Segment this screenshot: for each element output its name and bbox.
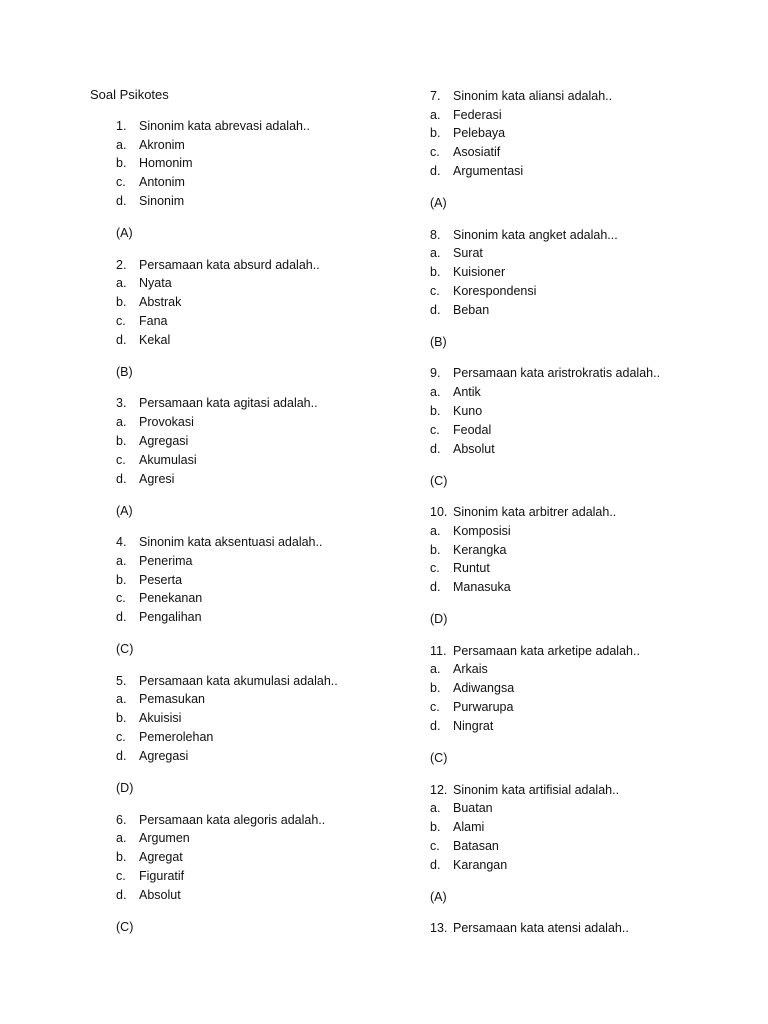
question-number: 4. [116, 535, 127, 550]
option-letter: a. [430, 107, 441, 122]
option-letter: c. [430, 561, 440, 576]
option-letter: a. [116, 692, 127, 707]
option-letter: d. [430, 302, 441, 317]
answer-key: (B) [116, 364, 133, 379]
option-text: Fana [139, 314, 168, 328]
question-text: Persamaan kata alegoris adalah.. [139, 812, 326, 827]
option-text: Sinonim [139, 194, 185, 209]
option-text: Beban [453, 302, 490, 317]
option-text: Pemasukan [139, 692, 206, 707]
option-letter: a. [116, 137, 127, 152]
question-number: 3. [116, 396, 127, 411]
question-text: Persamaan kata aristrokratis adalah.. [453, 366, 661, 381]
option-text: Pelebaya [453, 126, 506, 141]
option-text: Korespondensi [453, 284, 537, 298]
option-letter: c. [430, 838, 440, 853]
option-letter: c. [430, 422, 440, 437]
option-letter: d. [116, 471, 127, 486]
option-letter: a. [116, 831, 127, 845]
option-letter: a. [430, 662, 441, 677]
answer-key: (D) [430, 612, 448, 627]
option-letter: b. [116, 156, 127, 171]
option-text: Pemerolehan [139, 730, 214, 745]
option-letter: a. [116, 553, 127, 568]
question-number: 2. [116, 257, 127, 272]
option-text: Akuisisi [139, 711, 182, 726]
option-text: Asosiatif [453, 145, 501, 160]
option-letter: d. [116, 749, 127, 763]
option-text: Arkais [453, 662, 488, 677]
option-letter: b. [430, 681, 441, 696]
option-text: Agregat [139, 849, 183, 864]
document-title: Soal Psikotes [90, 87, 169, 102]
option-text: Agresi [139, 471, 175, 486]
option-letter: d. [430, 580, 441, 595]
question-text: Sinonim kata aksentuasi adalah.. [139, 535, 323, 550]
option-text: Agregasi [139, 433, 189, 448]
question-text: Persamaan kata arketipe adalah.. [453, 643, 640, 658]
answer-key: (A) [116, 503, 133, 518]
option-letter: d. [116, 610, 127, 625]
option-letter: d. [116, 332, 127, 347]
answer-key: (C) [430, 751, 448, 765]
option-text: Alami [453, 819, 485, 834]
question-text: Sinonim kata angket adalah... [453, 227, 618, 242]
question-text: Sinonim kata arbitrer adalah.. [453, 505, 617, 520]
option-text: Penerima [139, 553, 193, 568]
option-letter: b. [430, 819, 441, 834]
question-number: 5. [116, 673, 127, 688]
option-letter: c. [116, 730, 126, 745]
question-number: 11. [430, 643, 447, 658]
option-letter: b. [430, 403, 441, 418]
option-letter: b. [430, 542, 441, 557]
option-text: Pengalihan [139, 610, 202, 625]
option-letter: d. [116, 887, 127, 902]
question-number: 12. [430, 782, 448, 797]
option-text: Federasi [453, 107, 502, 122]
option-text: Kekal [139, 332, 171, 347]
option-text: Kerangka [453, 542, 507, 557]
option-text: Buatan [453, 801, 493, 815]
option-text: Absolut [453, 441, 495, 456]
answer-key: (C) [430, 473, 448, 488]
option-text: Manasuka [453, 580, 511, 595]
option-letter: b. [430, 126, 441, 141]
question-number: 8. [430, 227, 441, 242]
question-text: Persamaan kata atensi adalah.. [453, 921, 629, 936]
answer-key: (A) [430, 196, 447, 211]
option-letter: d. [430, 719, 441, 733]
option-text: Argumentasi [453, 164, 524, 179]
question-text: Persamaan kata absurd adalah.. [139, 257, 320, 272]
option-letter: b. [116, 572, 127, 587]
option-text: Adiwangsa [453, 681, 515, 696]
option-text: Homonim [139, 156, 193, 171]
option-letter: c. [430, 145, 440, 160]
option-text: Antonim [139, 175, 185, 190]
answer-key: (A) [116, 226, 133, 241]
answer-key: (A) [430, 889, 447, 904]
option-text: Abstrak [139, 295, 182, 310]
option-letter: d. [430, 164, 441, 179]
option-text: Purwarupa [453, 700, 514, 715]
option-letter: c. [430, 284, 440, 298]
option-letter: c. [430, 700, 440, 715]
option-text: Ningrat [453, 719, 494, 733]
option-letter: c. [116, 452, 126, 467]
option-text: Feodal [453, 422, 492, 437]
option-text: Penekanan [139, 591, 203, 606]
option-letter: d. [116, 194, 127, 209]
option-letter: a. [430, 246, 441, 261]
option-text: Nyata [139, 276, 172, 291]
option-text: Karangan [453, 857, 508, 872]
answer-key: (C) [116, 919, 134, 934]
question-number: 7. [430, 89, 441, 103]
question-text: Sinonim kata abrevasi adalah.. [139, 119, 310, 133]
option-text: Kuisioner [453, 265, 506, 280]
option-text: Surat [453, 246, 483, 261]
option-letter: b. [430, 265, 441, 280]
answer-key: (D) [116, 781, 134, 795]
question-number: 1. [116, 119, 127, 133]
option-text: Kuno [453, 403, 483, 418]
option-letter: c. [116, 591, 126, 606]
question-number: 9. [430, 366, 441, 381]
option-letter: d. [430, 441, 441, 456]
option-letter: c. [116, 175, 126, 190]
answer-key: (C) [116, 642, 134, 657]
option-letter: c. [116, 868, 126, 883]
option-letter: a. [116, 414, 127, 429]
option-letter: c. [116, 314, 126, 328]
option-letter: a. [116, 276, 127, 291]
option-letter: b. [116, 849, 127, 864]
question-number: 13. [430, 921, 448, 936]
option-text: Akumulasi [139, 452, 197, 467]
option-letter: b. [116, 711, 127, 726]
option-letter: a. [430, 801, 441, 815]
option-text: Argumen [139, 831, 190, 845]
option-letter: d. [430, 857, 441, 872]
option-letter: a. [430, 384, 441, 399]
question-number: 10. [430, 505, 448, 520]
question-text: Persamaan kata akumulasi adalah.. [139, 673, 338, 688]
option-text: Batasan [453, 838, 499, 853]
question-text: Persamaan kata agitasi adalah.. [139, 396, 318, 411]
option-text: Akronim [139, 137, 185, 152]
option-text: Figuratif [139, 868, 185, 883]
question-text: Sinonim kata aliansi adalah.. [453, 89, 613, 103]
option-text: Provokasi [139, 414, 194, 429]
option-text: Runtut [453, 561, 490, 576]
option-letter: b. [116, 433, 127, 448]
answer-key: (B) [430, 334, 447, 349]
option-text: Komposisi [453, 523, 511, 538]
option-text: Agregasi [139, 749, 189, 763]
option-letter: a. [430, 523, 441, 538]
option-text: Peserta [139, 572, 183, 587]
option-text: Absolut [139, 887, 181, 902]
question-number: 6. [116, 812, 127, 827]
question-text: Sinonim kata artifisial adalah.. [453, 782, 620, 797]
option-text: Antik [453, 384, 481, 399]
option-letter: b. [116, 295, 127, 310]
